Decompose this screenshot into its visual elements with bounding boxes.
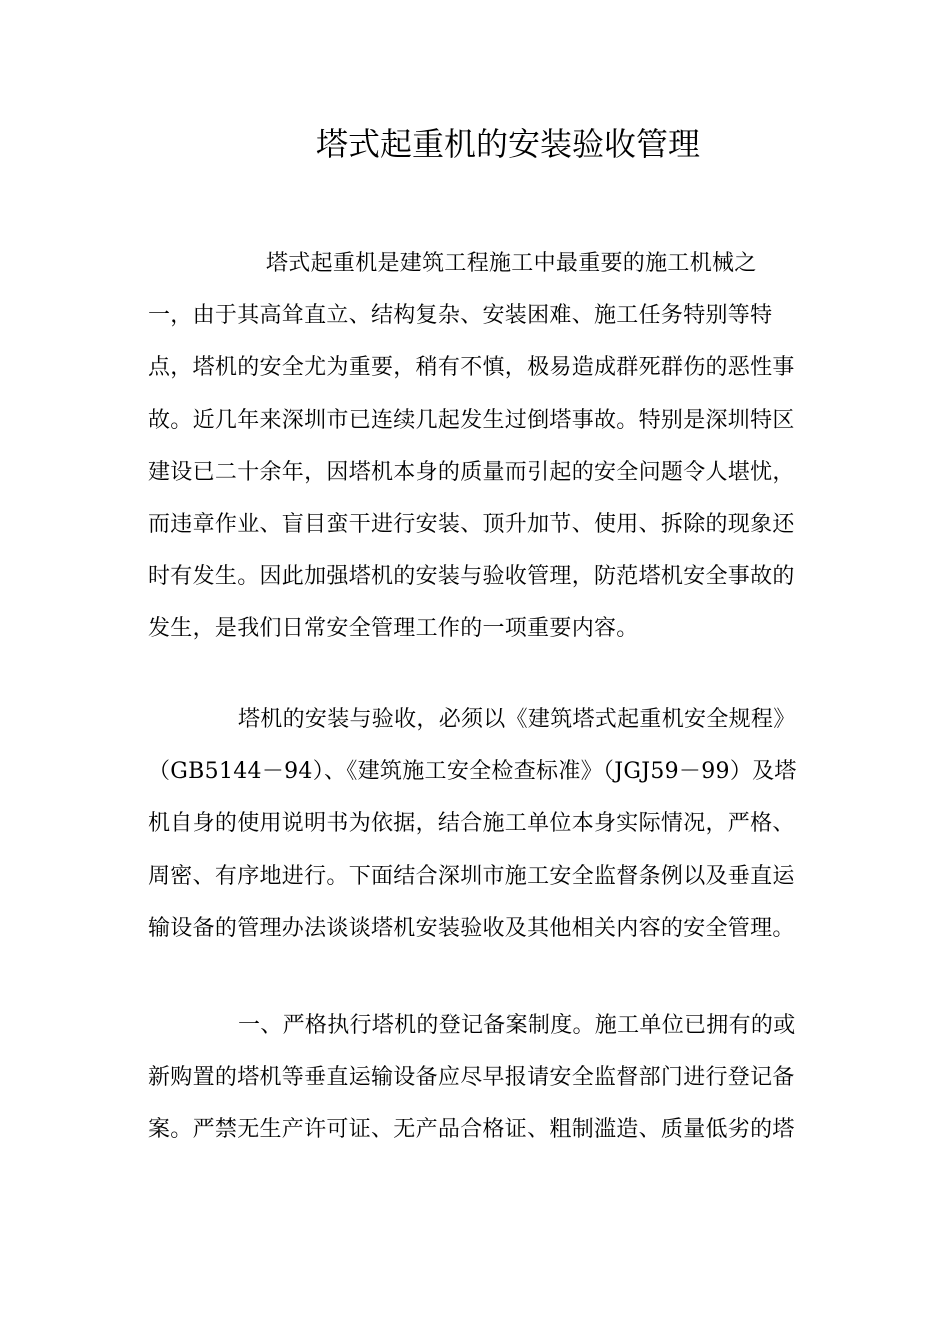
paragraph-intro [148, 238, 800, 656]
text-line: 案。严禁无生产许可证、无产品合格证、粗制滥造、质量低劣的塔 [148, 1117, 795, 1143]
text-line: 塔机的安装与验收，必须以《建筑塔式起重机安全规程》 [238, 707, 796, 732]
text-line: 发生，是我们日常安全管理工作的一项重要内容。 [148, 616, 639, 642]
text-line: 机自身的使用说明书为依据，结合施工单位本身实际情况，严格、 [148, 811, 795, 837]
text-line: 而违章作业、盲目蛮干进行安装、顶升加节、使用、拆除的现象还 [148, 512, 795, 538]
text-line: 新购置的塔机等垂直运输设备应尽早报请安全监督部门进行登记备 [148, 1065, 795, 1091]
text-line: 输设备的管理办法谈谈塔机安装验收及其他相关内容的安全管理。 [148, 915, 795, 941]
text-line: 故。近几年来深圳市已连续几起发生过倒塔事故。特别是深圳特区 [148, 407, 795, 433]
paragraph-section-one [148, 1000, 800, 1157]
text-line: 时有发生。因此加强塔机的安装与验收管理，防范塔机安全事故的 [148, 564, 795, 590]
text-line: 点，塔机的安全尤为重要，稍有不慎，极易造成群死群伤的恶性事 [148, 355, 795, 381]
text-line: 塔式起重机是建筑工程施工中最重要的施工机械之 [266, 251, 757, 276]
text-line: （GB5144－94）、《建筑施工安全检查标准》（JGJ59－99）及塔 [148, 759, 797, 785]
text-line: 建设已二十余年，因塔机本身的质量而引起的安全问题令人堪忧， [148, 459, 795, 485]
text-line: 一、严格执行塔机的登记备案制度。施工单位已拥有的或 [238, 1013, 796, 1038]
document-title: 塔式起重机的安装验收管理 [315, 125, 700, 163]
text-line: 周密、有序地进行。下面结合深圳市施工安全监督条例以及垂直运 [148, 863, 795, 889]
paragraph-basis [148, 694, 800, 955]
text-line: 一，由于其高耸直立、结构复杂、安装困难、施工任务特别等特 [148, 303, 773, 329]
